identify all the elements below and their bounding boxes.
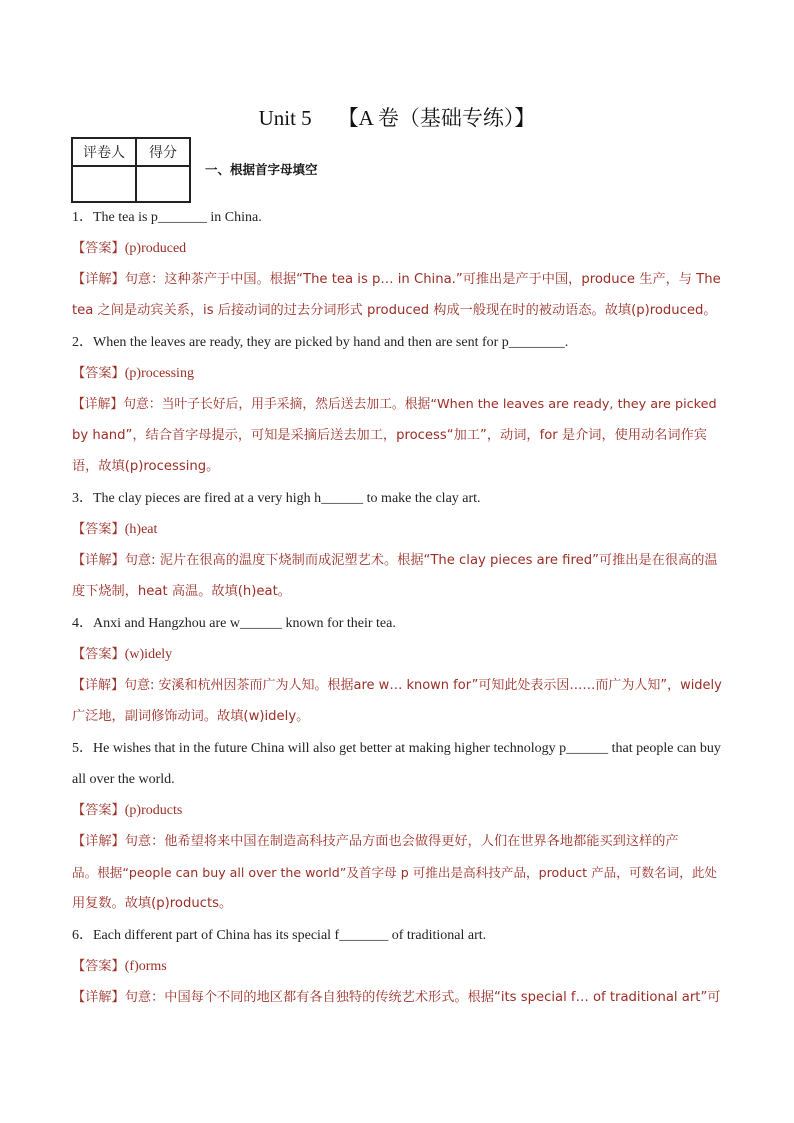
- score-header: 得分: [136, 138, 190, 166]
- question-2: 2．When the leaves are ready, they are picked by hand and then are sent for p________.: [72, 335, 569, 350]
- question-4: 4．Anxi and Hangzhou are w______ known for their tea.: [72, 616, 396, 631]
- question-1: 1．The tea is p_______ in China.: [72, 210, 262, 225]
- question-3: 3．The clay pieces are fired at a very high h______ to make the clay art.: [72, 491, 481, 506]
- detail-tag: 【详解】: [72, 990, 125, 1005]
- detail-2-line-2: by hand”，结合首字母提示，可知是采摘后送去加工，process“加工”，动词，for 是介词，使用动名词作宾: [72, 428, 707, 443]
- answer-tag: 【答案】: [72, 959, 125, 974]
- detail-text: 句意: 泥片在很高的温度下烧制而成泥塑艺术。根据“The clay pieces are fired”可推出是在很高的温: [124, 553, 718, 568]
- detail-tag: 【详解】: [72, 553, 125, 568]
- answer-tag: 【答案】: [72, 522, 125, 537]
- detail-3: [72, 552, 722, 570]
- detail-text: 句意：他希望将来中国在制造高科技产品方面也会做得更好，人们在世界各地都能买到这样的产: [124, 834, 679, 849]
- answer-3: [72, 521, 722, 539]
- answer-value: (f)orms: [124, 959, 167, 974]
- detail-tag: 【详解】: [72, 834, 125, 849]
- detail-2: [72, 396, 722, 414]
- detail-4: [72, 677, 722, 695]
- detail-tag: 【详解】: [72, 678, 125, 693]
- answer-tag: 【答案】: [72, 241, 125, 256]
- detail-tag: 【详解】: [72, 397, 124, 412]
- answer-tag: 【答案】: [72, 366, 125, 381]
- question-6: 6．Each different part of China has its special f_______ of traditional art.: [72, 928, 487, 943]
- answer-value: (p)rocessing: [124, 366, 194, 381]
- detail-3-line-2: 度下烧制，heat 高温。故填(h)eat。: [72, 584, 291, 599]
- detail-2-line-3: 语，故填(p)rocessing。: [72, 459, 220, 474]
- question-5: 5．He wishes that in the future China will also get better at making higher technology p______ that people can buy: [72, 741, 721, 756]
- paper-label: 【A 卷（基础专练）】: [337, 106, 536, 130]
- detail-text: 句意：当叶子长好后，用手采摘，然后送去加工。根据“When the leaves are ready, they are picked: [123, 397, 717, 412]
- answer-value: (h)eat: [124, 522, 158, 537]
- answer-value: (p)roducts: [124, 803, 183, 818]
- answer-6: [72, 958, 722, 976]
- detail-text: 句意：中国每个不同的地区都有各自独特的传统艺术形式。根据“its special f… of traditional art”可: [124, 990, 721, 1005]
- detail-text: 句意: 安溪和杭州因茶而广为人知。根据are w… known for”可知此处表示因……而广为人知”，widely: [124, 678, 722, 693]
- grader-header: 评卷人: [72, 138, 136, 166]
- answer-4: [72, 646, 722, 664]
- score-table: [71, 137, 191, 203]
- answer-1: [72, 240, 722, 258]
- unit-label: Unit 5: [258, 106, 312, 130]
- answer-2: [72, 365, 722, 383]
- answer-5: [72, 802, 722, 820]
- detail-6: [72, 989, 722, 1007]
- answer-tag: 【答案】: [72, 647, 125, 662]
- detail-5-line-3: 用复数。故填(p)roducts。: [72, 896, 233, 911]
- detail-5-line-2: 品。根据“people can buy all over the world”及首字母 p 可推出是高科技产品，product 产品，可数名词，此处: [72, 865, 718, 880]
- answer-tag: 【答案】: [72, 803, 125, 818]
- detail-1-line-2: tea 之间是动宾关系，is 后接动词的过去分词形式 produced 构成一般现在时的被动语态。故填(p)roduced。: [72, 303, 717, 318]
- grader-cell: [72, 166, 136, 202]
- score-cell: [136, 166, 190, 202]
- answer-value: (p)roduced: [124, 241, 187, 256]
- detail-1: [72, 271, 722, 289]
- question-5-line-2: all over the world.: [72, 772, 175, 787]
- answer-value: (w)idely: [124, 647, 173, 662]
- detail-5: [72, 833, 722, 851]
- detail-tag: 【详解】: [72, 272, 125, 287]
- detail-4-line-2: 广泛地，副词修饰动词。故填(w)idely。: [72, 709, 310, 724]
- page-title: [0, 102, 794, 132]
- section-title: 一、根据首字母填空: [205, 162, 318, 177]
- detail-text: 句意：这种茶产于中国。根据“The tea is p… in China.”可推出是产于中国，produce 生产，与 The: [124, 272, 721, 287]
